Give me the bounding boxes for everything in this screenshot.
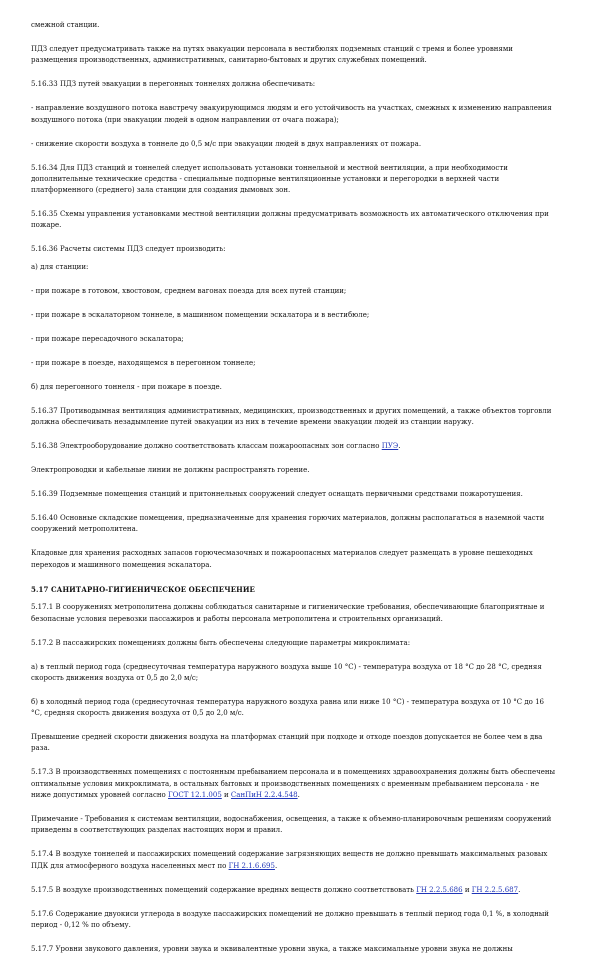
clause-number: 5.16.38 [31, 442, 58, 451]
paragraph [31, 244, 557, 255]
paragraph [31, 732, 557, 755]
paragraph [31, 20, 557, 31]
reference-link[interactable]: ГН 2.1.6.695 [228, 861, 275, 870]
clause-number: 5.17.5 [31, 885, 54, 894]
paragraph [31, 286, 557, 297]
clause-number: 5.16.37 [31, 406, 58, 415]
paragraph [31, 849, 557, 872]
paragraph-text: . [274, 861, 278, 870]
paragraph [31, 638, 557, 649]
paragraph-text: - при пожаре пересадочного эскалатора; [31, 334, 184, 343]
paragraph-text: Кладовые для хранения расходных запасов горючесмазочных и пожароопасных материалов следует размещать в уровне пешеходных переходов и машинного помещения эскалатора. [31, 549, 533, 569]
clause-number: 5.16.40 [31, 514, 58, 523]
clause-number: 5.17.6 [31, 909, 54, 918]
paragraph-text: ПДЗ следует предусматривать также на путях эвакуации персонала в вестибюлях подземных станций с тремя и более уровнями размещения производственных, административных, санитарно-бытовых и других служебных помещений. [31, 44, 513, 65]
paragraph-text: б) для перегонного тоннеля - при пожаре в поезде. [31, 382, 222, 391]
paragraph-text: В производственных помещениях с постоянным пребыванием персонала и в помещениях здравоохранения должны быть обеспечены оптимальные условия микроклимата, в остальных бытовых и производственных помещениях с временным пребыванием персонала - не ниже допустимых уровней согласно [31, 768, 556, 799]
paragraph-text: Расчеты системы ПДЗ следует производить: [59, 245, 226, 254]
paragraph [31, 358, 557, 369]
paragraph-text: - при пожаре в эскалаторном тоннеле, в машинном помещении эскалатора и в вестибюле; [31, 310, 370, 319]
paragraph-text: и [462, 885, 472, 894]
paragraph [31, 548, 557, 571]
paragraph-text: смежной станции. [31, 21, 100, 29]
paragraph-text: В сооружениях метрополитена должны соблюдаться санитарные и гигиенические требования, обеспечивающие благоприятные и безопасные условия перевозки пассажиров и работы персонала метрополитена и строительных организаций. [31, 603, 545, 623]
clause-number: 5.16.34 [31, 163, 58, 172]
paragraph-text: ПДЗ путей эвакуации в перегонных тоннелях должна обеспечивать: [59, 80, 316, 89]
clause-number: 5.17.4 [31, 850, 54, 859]
paragraph-text: Схемы управления установками местной вентиляции должны предусматривать возможность их автоматического отключения при пожаре. [31, 210, 549, 230]
reference-link[interactable]: ГОСТ 12.1.005 [168, 790, 222, 799]
reference-link[interactable]: ГН 2.2.5.687 [471, 885, 519, 894]
paragraph-text: а) в теплый период года (среднесуточная температура наружного воздуха выше 10 °С) - температура воздуха от 18 °С до 28 °С, средняя скорость движения воздуха от 0,5 до 2,0 м/с; [31, 662, 542, 682]
section-title: 5.17 САНИТАРНО-ГИГИЕНИЧЕСКОЕ ОБЕСПЕЧЕНИЕ [31, 584, 255, 594]
paragraph-text: - направление воздушного потока навстречу эвакуирующимся людям и его устойчивость на участках, смежных к изменению направления воздушного потока (при эвакуации людей в одном направлении от очага пожара); [31, 104, 552, 124]
paragraph-text: . [398, 442, 401, 451]
paragraph-text: В пассажирских помещениях должны быть обеспечены следующие параметры микроклимата: [55, 638, 411, 647]
paragraph [31, 767, 557, 801]
paragraph [31, 814, 557, 837]
paragraph-text: Содержание двуокиси углерода в воздухе пассажирских помещений не должно превышать в теплый период года 0,1 %, в холодный период - 0,12 % по объему. [31, 909, 549, 929]
paragraph-text: Уровни звукового давления, уровни звука и эквивалентные уровни звука, а также максимальные уровни звука не должны [55, 944, 513, 953]
clause-number: 5.16.33 [31, 80, 58, 89]
paragraph-text: - при пожаре в поезде, находящемся в перегонном тоннеле; [31, 358, 256, 367]
paragraph [31, 441, 557, 452]
clause-number: 5.17.7 [31, 944, 54, 953]
paragraph [31, 909, 557, 932]
paragraph [31, 465, 557, 476]
paragraph-text: Превышение средней скорости движения воздуха на платформах станций при подходе и отходе поездов допускается не более чем в два раза. [31, 733, 543, 753]
paragraph [31, 406, 557, 429]
paragraph-text: . [297, 790, 300, 799]
paragraph-text: Основные складские помещения, предназначенные для хранения горючих материалов, должны располагаться в наземной части сооружений метрополитена. [31, 514, 545, 534]
paragraph-text: Для ПДЗ станций и тоннелей следует использовать установки тоннельной и местной вентиляции, а при необходимости дополнительные технические средства - специальные подпорные вентиляционные установки и перегородки в верхней части платформенного (среднего) зала станции для создания дымовых зон. [31, 163, 508, 195]
paragraph [31, 334, 557, 345]
paragraph-text: и [221, 790, 231, 799]
paragraph [31, 103, 557, 126]
paragraph-text: а) для станции: [31, 262, 89, 271]
paragraph-text: - снижение скорости воздуха в тоннеле до 0,5 м/с при эвакуации людей в двух направлениях от пожара. [31, 139, 422, 148]
paragraph-text: В воздухе тоннелей и пассажирских помещений содержание загрязняющих веществ не должно превышать максимальных разовых ПДК для атмосферного воздуха населенных мест по [31, 850, 548, 870]
paragraph [31, 310, 557, 321]
paragraph-text: В воздухе производственных помещений содержание вредных веществ должно соответствовать [55, 885, 417, 894]
paragraph-text: Подземные помещения станций и притоннельных сооружений следует оснащать первичными средствами пожаротушения. [59, 490, 523, 499]
clause-number: 5.17.1 [31, 603, 54, 612]
paragraph [31, 944, 557, 955]
paragraph [31, 79, 557, 90]
clause-number: 5.17.2 [31, 638, 54, 647]
paragraph [31, 262, 557, 273]
section-heading [31, 584, 557, 596]
paragraph [31, 662, 557, 685]
clause-number: 5.16.35 [31, 210, 58, 219]
paragraph-text: Примечание - Требования к системам вентиляции, водоснабжения, освещения, а также к объемно-планировочным решениям сооружений приведены в соответствующих разделах настоящих норм и правил. [31, 814, 552, 835]
paragraph [31, 382, 557, 393]
paragraph-text: Противодымная вентиляция административных, медицинских, производственных и других помещений, а также объектов торговли должна обеспечивать незадымление путей эвакуации из них в течение времени эвакуации людей из станции наружу. [31, 406, 552, 427]
paragraph [31, 697, 557, 720]
paragraph-text: б) в холодный период года (среднесуточная температура наружного воздуха равна или ниже 10 °С) - температура воздуха от 10 °С до 16 °С, средняя скорость движения воздуха от 0,5 до 2,0 м/с. [31, 697, 544, 718]
paragraph-text: Электрооборудование должно соответствовать классам пожароопасных зон согласно [59, 442, 382, 451]
reference-link[interactable]: СанПиН 2.2.4.548 [230, 790, 298, 799]
paragraph [31, 602, 557, 625]
paragraph [31, 44, 557, 67]
reference-link[interactable]: ГН 2.2.5.686 [416, 885, 463, 894]
paragraph [31, 513, 557, 536]
reference-link[interactable]: ПУЭ [381, 442, 399, 451]
paragraph-text: - при пожаре в готовом, хвостовом, среднем вагонах поезда для всех путей станции; [31, 286, 347, 295]
clause-number: 5.16.36 [31, 245, 58, 254]
clause-number: 5.17.3 [31, 768, 54, 777]
paragraph [31, 163, 557, 197]
clause-number: 5.16.39 [31, 490, 58, 499]
paragraph [31, 209, 557, 232]
paragraph [31, 139, 557, 150]
paragraph-text: . [518, 885, 521, 894]
paragraph [31, 489, 557, 500]
paragraph [31, 885, 557, 896]
paragraph-text: Электропроводки и кабельные линии не должны распространять горение. [31, 466, 310, 475]
